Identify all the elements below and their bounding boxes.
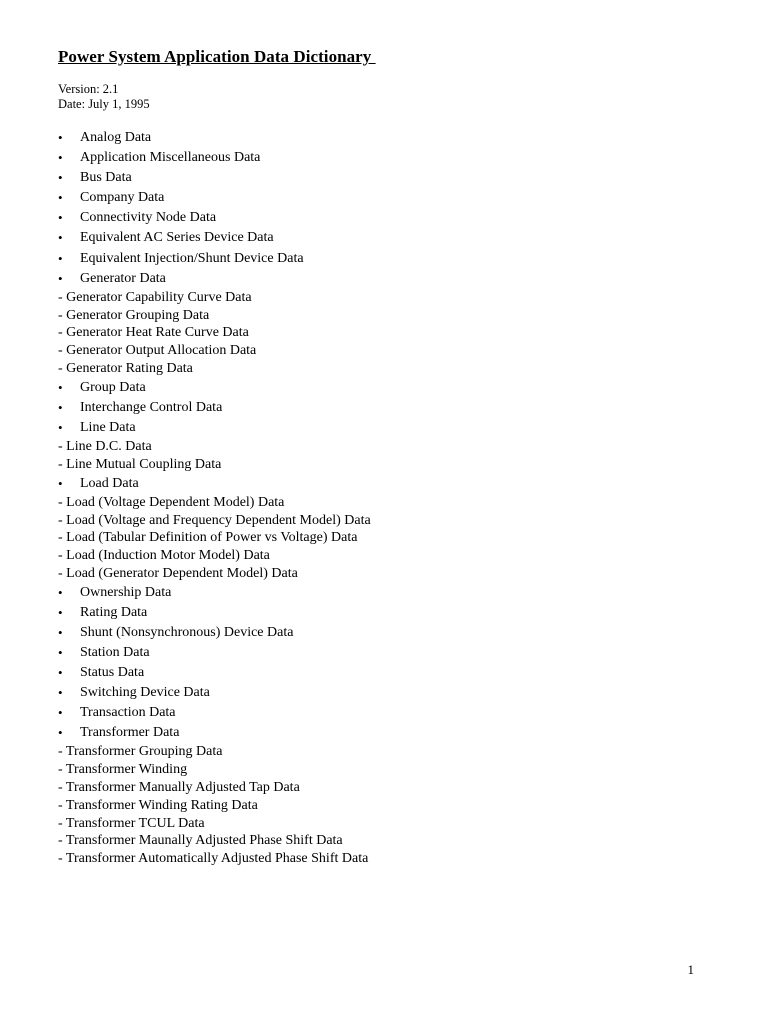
list-item-label: Generator Data: [80, 270, 166, 286]
bullet-icon: •: [58, 379, 63, 395]
bullet-icon: •: [58, 210, 63, 226]
document-title: Power System Application Data Dictionary: [58, 47, 376, 66]
bullet-icon: •: [58, 604, 63, 620]
list-item: [58, 583, 738, 603]
bullet-icon: •: [58, 685, 63, 701]
list-item: [58, 474, 738, 494]
bullet-icon: •: [58, 705, 63, 721]
list-item-label: - Load (Voltage and Frequency Dependent Model) Data: [58, 512, 371, 528]
document-meta: [58, 82, 150, 112]
list-item-label: Connectivity Node Data: [80, 210, 217, 226]
list-item-label: - Line Mutual Coupling Data: [58, 456, 222, 472]
list-item-label: - Load (Voltage Dependent Model) Data: [58, 494, 285, 510]
bullet-icon: •: [58, 170, 63, 186]
list-item-label: Interchange Control Data: [80, 399, 223, 415]
list-item-label: - Load (Generator Dependent Model) Data: [58, 565, 298, 581]
bullet-icon: •: [58, 399, 63, 415]
list-item: [58, 188, 738, 208]
sub-list-item: [58, 456, 738, 474]
sub-list-item: [58, 761, 738, 779]
list-item: [58, 249, 738, 269]
bullet-icon: •: [58, 190, 63, 206]
bullet-icon: •: [58, 644, 63, 660]
list-item-label: Station Data: [80, 644, 150, 660]
bullet-icon: •: [58, 130, 63, 145]
list-item-label: Bus Data: [80, 170, 132, 186]
list-item-label: - Transformer Maunally Adjusted Phase Shift Data: [58, 833, 343, 849]
sub-list-item: [58, 529, 738, 547]
list-item-label: - Load (Tabular Definition of Power vs Voltage) Data: [58, 530, 358, 546]
list-item-label: Transformer Data: [80, 725, 180, 741]
list-item-label: - Transformer Grouping Data: [58, 744, 223, 760]
list-item-label: Company Data: [80, 190, 165, 206]
list-item-label: Transaction Data: [80, 705, 176, 721]
version-line: Version: 2.1: [58, 82, 119, 96]
list-item-label: Equivalent AC Series Device Data: [80, 230, 274, 246]
bullet-icon: •: [58, 665, 63, 681]
sub-list-item: [58, 342, 738, 360]
sub-list-item: [58, 797, 738, 815]
list-item-label: Switching Device Data: [80, 685, 210, 701]
list-item: [58, 643, 738, 663]
list-item-label: - Transformer TCUL Data: [58, 815, 205, 831]
list-item: [58, 623, 738, 643]
sub-list-item: [58, 815, 738, 833]
list-item-label: Analog Data: [80, 130, 152, 145]
data-category-list: [58, 128, 738, 868]
list-item-label: Equivalent Injection/Shunt Device Data: [80, 250, 304, 266]
list-item: [58, 703, 738, 723]
list-item-label: Group Data: [80, 379, 146, 395]
list-item: [58, 269, 738, 289]
list-item-label: - Transformer Winding: [58, 762, 188, 778]
bullet-icon: •: [58, 270, 63, 286]
sub-list-item: [58, 779, 738, 797]
list-item: [58, 398, 738, 418]
list-item-label: Shunt (Nonsynchronous) Device Data: [80, 624, 294, 640]
list-item-label: Rating Data: [80, 604, 148, 620]
sub-list-item: [58, 494, 738, 512]
sub-list-item: [58, 547, 738, 565]
list-item-label: - Load (Induction Motor Model) Data: [58, 548, 270, 564]
list-item: [58, 603, 738, 623]
bullet-icon: •: [58, 475, 63, 491]
bullet-icon: •: [58, 584, 63, 600]
list-item-label: - Generator Heat Rate Curve Data: [58, 325, 249, 341]
list-item-label: Line Data: [80, 419, 136, 435]
list-item: [58, 378, 738, 398]
sub-list-item: [58, 438, 738, 456]
list-item-label: - Generator Output Allocation Data: [58, 343, 257, 359]
bullet-icon: •: [58, 230, 63, 246]
list-item: [58, 228, 738, 248]
sub-list-item: [58, 850, 738, 868]
list-item-label: Status Data: [80, 665, 145, 681]
list-item-label: - Generator Capability Curve Data: [58, 289, 252, 305]
list-item: [58, 128, 738, 148]
sub-list-item: [58, 307, 738, 325]
sub-list-item: [58, 289, 738, 307]
sub-list-item: [58, 743, 738, 761]
list-item: [58, 723, 738, 743]
page-number: 1: [687, 962, 694, 977]
list-item: [58, 148, 738, 168]
list-item-label: Ownership Data: [80, 584, 172, 600]
list-item-label: - Line D.C. Data: [58, 439, 152, 455]
sub-list-item: [58, 565, 738, 583]
list-item-label: Application Miscellaneous Data: [80, 150, 261, 166]
list-item: [58, 168, 738, 188]
bullet-icon: •: [58, 725, 63, 741]
list-item: [58, 663, 738, 683]
bullet-icon: •: [58, 419, 63, 435]
sub-list-item: [58, 832, 738, 850]
list-item-label: - Generator Grouping Data: [58, 307, 210, 323]
list-item-label: Load Data: [80, 475, 139, 491]
sub-list-item: [58, 360, 738, 378]
list-item-label: - Transformer Automatically Adjusted Phase Shift Data: [58, 851, 369, 867]
sub-list-item: [58, 324, 738, 342]
bullet-icon: •: [58, 150, 63, 166]
list-item: [58, 208, 738, 228]
date-line: Date: July 1, 1995: [58, 97, 150, 111]
list-item-label: - Transformer Manually Adjusted Tap Data: [58, 780, 300, 796]
bullet-icon: •: [58, 624, 63, 640]
list-item: [58, 683, 738, 703]
list-item: [58, 418, 738, 438]
list-item-label: - Generator Rating Data: [58, 360, 193, 376]
list-item-label: - Transformer Winding Rating Data: [58, 797, 258, 813]
bullet-icon: •: [58, 250, 63, 266]
sub-list-item: [58, 512, 738, 530]
